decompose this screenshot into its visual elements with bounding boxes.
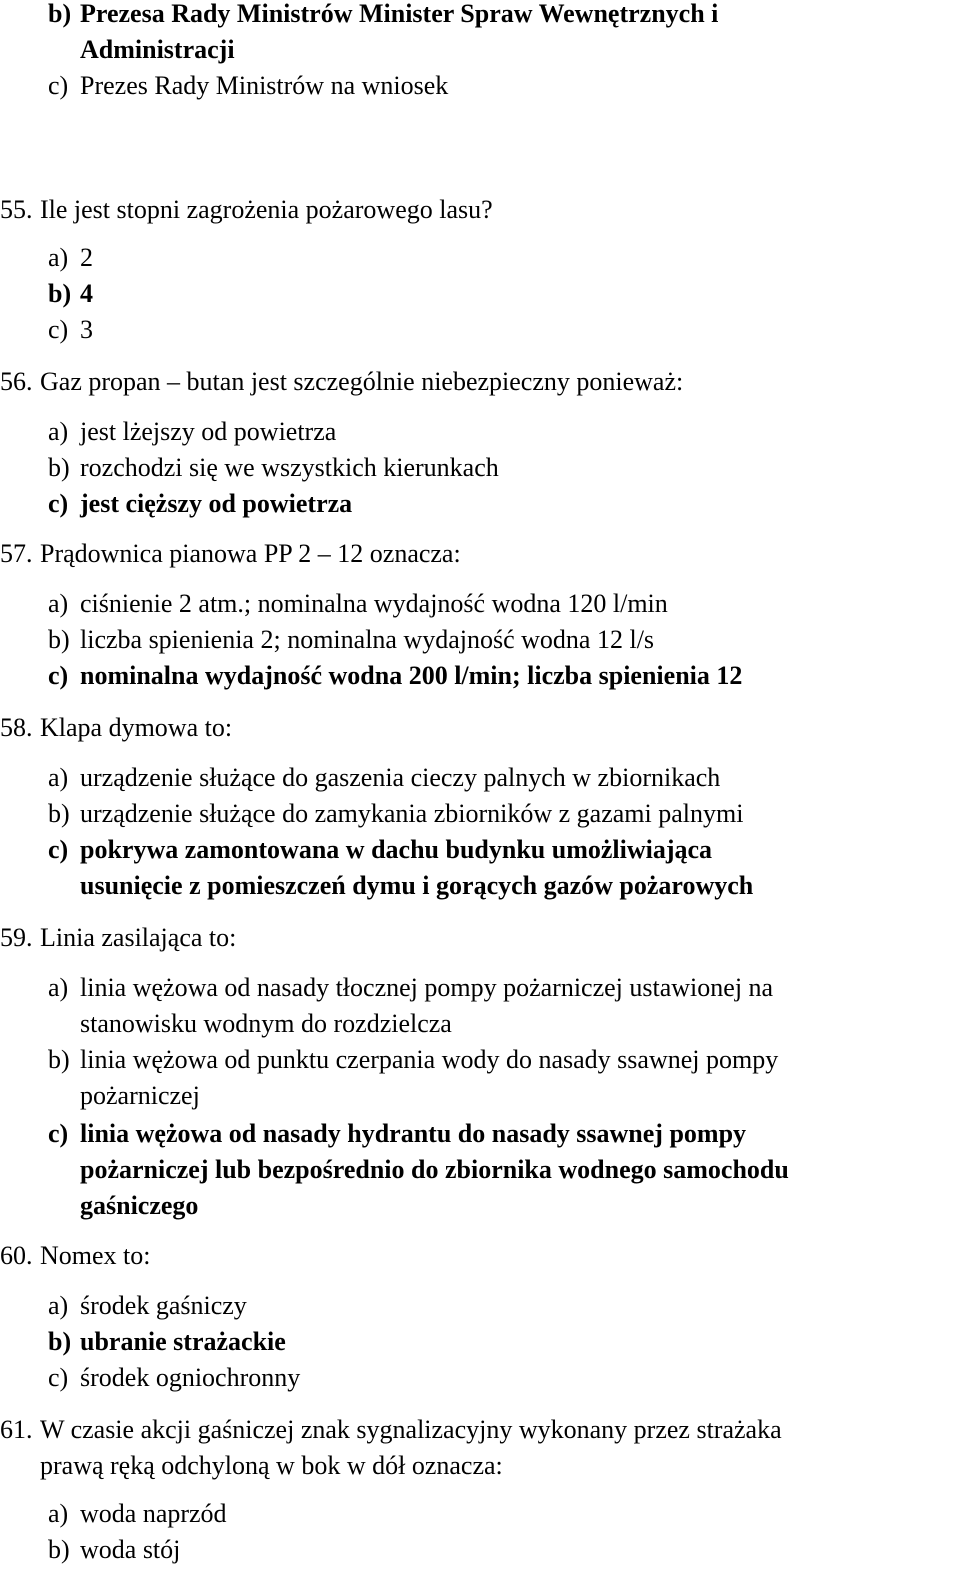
option-text: ubranie strażackie — [80, 1327, 286, 1356]
option-label: b) — [48, 799, 70, 828]
answer-option — [48, 760, 720, 796]
question-text: Linia zasilająca to: — [40, 923, 237, 952]
option-label: c) — [48, 315, 69, 344]
option-text: środek ogniochronny — [80, 1363, 301, 1392]
option-text: urządzenie służące do gaszenia cieczy palnych w zbiornikach — [80, 763, 721, 792]
option-label: a) — [48, 763, 69, 792]
option-text: nominalna wydajność wodna 200 l/min; liczba spienienia 12 — [80, 661, 743, 690]
question-continuation: prawą ręką odchyloną w bok w dół oznacza: — [40, 1451, 503, 1480]
option-label: a) — [48, 973, 69, 1002]
answer-option-correct — [48, 276, 93, 312]
answer-continuation: pożarniczej lub bezpośrednio do zbiornika wodnego samochodu — [80, 1155, 789, 1184]
option-label: c) — [48, 489, 69, 518]
question-number: 60. — [0, 1241, 33, 1270]
question — [0, 920, 236, 956]
answer-option — [48, 586, 668, 622]
question — [0, 536, 461, 572]
option-text: linia wężowa od nasady hydrantu do nasady ssawnej pompy — [80, 1119, 747, 1148]
option-text: ciśnienie 2 atm.; nominalna wydajność wodna 120 l/min — [80, 589, 668, 618]
option-text: rozchodzi się we wszystkich kierunkach — [80, 453, 499, 482]
option-label: c) — [48, 661, 69, 690]
question-text: Nomex to: — [40, 1241, 151, 1270]
answer-option — [48, 1496, 227, 1532]
option-text: jest lżejszy od powietrza — [80, 417, 337, 446]
option-label: b) — [48, 279, 72, 308]
question-number: 59. — [0, 923, 33, 952]
answer-option-correct — [48, 1116, 746, 1152]
answer-option — [48, 312, 93, 348]
question — [0, 364, 683, 400]
question-number: 58. — [0, 713, 33, 742]
option-text: 4 — [80, 279, 93, 308]
question-number: 61. — [0, 1415, 33, 1444]
question-number: 57. — [0, 539, 33, 568]
answer-option — [48, 1360, 300, 1396]
question-text: Ile jest stopni zagrożenia pożarowego lasu? — [40, 195, 493, 224]
question-text: W czasie akcji gaśniczej znak sygnalizacyjny wykonany przez strażaka — [40, 1415, 782, 1444]
option-label: a) — [48, 243, 69, 272]
option-text: Prezes Rady Ministrów na wniosek — [80, 71, 449, 100]
answer-option — [48, 1042, 778, 1078]
answer-option-correct — [48, 1324, 286, 1360]
answer-option — [48, 622, 654, 658]
option-label: a) — [48, 1499, 69, 1528]
option-text: liczba spienienia 2; nominalna wydajność wodna 12 l/s — [80, 625, 655, 654]
question — [0, 710, 232, 746]
option-label: a) — [48, 1291, 69, 1320]
option-label: a) — [48, 417, 69, 446]
option-text: środek gaśniczy — [80, 1291, 247, 1320]
option-text: Prezesa Rady Ministrów Minister Spraw Wewnętrznych i — [80, 0, 719, 28]
answer-continuation: pożarniczej — [80, 1081, 200, 1110]
option-label: b) — [48, 453, 70, 482]
option-label: b) — [48, 0, 72, 28]
question — [0, 1412, 782, 1448]
question-text: Gaz propan – butan jest szczególnie niebezpieczny ponieważ: — [40, 367, 684, 396]
option-label: b) — [48, 1327, 72, 1356]
question-number: 56. — [0, 367, 33, 396]
option-text: pokrywa zamontowana w dachu budynku umożliwiająca — [80, 835, 713, 864]
answer-option — [48, 414, 336, 450]
option-label: c) — [48, 835, 69, 864]
answer-option-correct — [48, 832, 712, 868]
option-label: b) — [48, 625, 70, 654]
option-text: linia wężowa od nasady tłocznej pompy pożarniczej ustawionej na — [80, 973, 774, 1002]
option-label: b) — [48, 1535, 70, 1564]
answer-option — [48, 68, 448, 104]
option-label: c) — [48, 1119, 69, 1148]
option-label: a) — [48, 589, 69, 618]
option-text: linia wężowa od punktu czerpania wody do nasady ssawnej pompy — [80, 1045, 779, 1074]
question-number: 55. — [0, 195, 33, 224]
answer-option — [48, 796, 743, 832]
option-text: urządzenie służące do zamykania zbiorników z gazami palnymi — [80, 799, 744, 828]
answer-option — [48, 1288, 247, 1324]
answer-option — [48, 240, 93, 276]
answer-option-correct — [48, 658, 742, 694]
option-text: 3 — [80, 315, 93, 344]
answer-continuation: usunięcie z pomieszczeń dymu i gorących gazów pożarowych — [80, 871, 754, 900]
question-text: Prądownica pianowa PP 2 – 12 oznacza: — [40, 539, 461, 568]
answer-option — [48, 970, 773, 1006]
answer-continuation: gaśniczego — [80, 1191, 199, 1220]
answer-option — [48, 1532, 180, 1568]
answer-continuation: stanowisku wodnym do rozdzielcza — [80, 1009, 452, 1038]
option-text: woda stój — [80, 1535, 181, 1564]
question — [0, 1238, 151, 1274]
option-label: b) — [48, 1045, 70, 1074]
option-text: jest cięższy od powietrza — [80, 489, 353, 518]
answer-option-correct — [48, 486, 352, 522]
option-text: woda naprzód — [80, 1499, 227, 1528]
answer-option — [48, 0, 718, 32]
question — [0, 192, 493, 228]
answer-option — [48, 450, 499, 486]
option-label: c) — [48, 1363, 69, 1392]
question-text: Klapa dymowa to: — [40, 713, 233, 742]
option-text: 2 — [80, 243, 93, 272]
option-label: c) — [48, 71, 69, 100]
answer-continuation: Administracji — [80, 35, 235, 64]
